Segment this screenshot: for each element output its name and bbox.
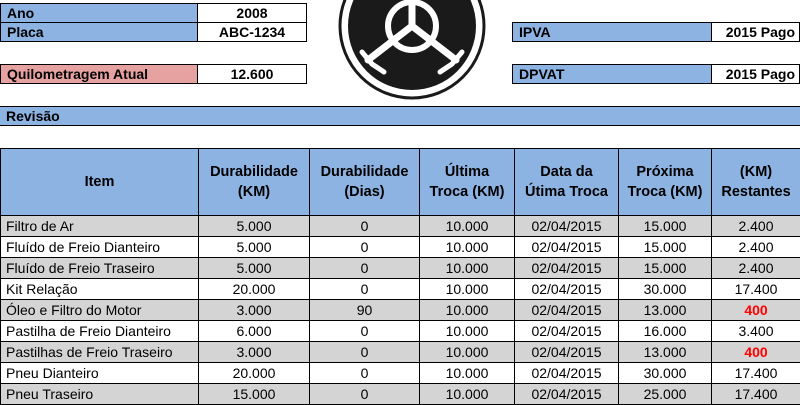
cell-proxima-troca-km[interactable]: 15.000 — [619, 258, 712, 279]
table-row — [1, 384, 800, 405]
cell-durabilidade-dias[interactable]: 90 — [310, 300, 420, 321]
cell-durabilidade-dias[interactable]: 0 — [310, 321, 420, 342]
table-row — [1, 300, 800, 321]
cell-durabilidade-km[interactable]: 6.000 — [199, 321, 310, 342]
cell-data-ultima-troca[interactable]: 02/04/2015 — [515, 363, 619, 384]
cell-durabilidade-km[interactable]: 20.000 — [199, 279, 310, 300]
cell-proxima-troca-km[interactable]: 13.000 — [619, 342, 712, 363]
cell-data-ultima-troca[interactable]: 02/04/2015 — [515, 342, 619, 363]
placa-value[interactable]: ABC-1234 — [197, 22, 307, 42]
table-header-row — [1, 149, 800, 216]
cell-item[interactable]: Óleo e Filtro do Motor — [1, 300, 199, 321]
cell-ultima-troca-km[interactable]: 10.000 — [420, 279, 515, 300]
cell-proxima-troca-km[interactable]: 15.000 — [619, 237, 712, 258]
cell-durabilidade-km[interactable]: 3.000 — [199, 342, 310, 363]
table-row — [1, 258, 800, 279]
cell-item[interactable]: Fluído de Freio Dianteiro — [1, 237, 199, 258]
quilometragem-label: Quilometragem Atual — [0, 64, 198, 84]
cell-km-restantes[interactable]: 17.400 — [712, 384, 800, 405]
cell-durabilidade-dias[interactable]: 0 — [310, 342, 420, 363]
cell-data-ultima-troca[interactable]: 02/04/2015 — [515, 237, 619, 258]
column-header-ultima-troca[interactable]: Última Troca (KM) — [420, 149, 515, 216]
placa-label: Placa — [0, 22, 198, 42]
dpvat-value[interactable]: 2015 Pago — [711, 64, 800, 84]
cell-ultima-troca-km[interactable]: 10.000 — [420, 216, 515, 237]
cell-data-ultima-troca[interactable]: 02/04/2015 — [515, 321, 619, 342]
revision-table — [0, 148, 800, 405]
column-header-proxima-troca[interactable]: Próxima Troca (KM) — [619, 149, 712, 216]
cell-durabilidade-dias[interactable]: 0 — [310, 279, 420, 300]
cell-data-ultima-troca[interactable]: 02/04/2015 — [515, 279, 619, 300]
ano-value[interactable]: 2008 — [197, 3, 307, 23]
column-header-data-ultima-troca[interactable]: Data da Útima Troca — [515, 149, 619, 216]
cell-item[interactable]: Filtro de Ar — [1, 216, 199, 237]
cell-km-restantes[interactable]: 3.400 — [712, 321, 800, 342]
cell-km-restantes[interactable]: 17.400 — [712, 279, 800, 300]
cell-durabilidade-km[interactable]: 5.000 — [199, 258, 310, 279]
ipva-label: IPVA — [512, 22, 712, 42]
cell-data-ultima-troca[interactable]: 02/04/2015 — [515, 384, 619, 405]
table-row — [1, 363, 800, 384]
cell-durabilidade-dias[interactable]: 0 — [310, 258, 420, 279]
cell-item[interactable]: Kit Relação — [1, 279, 199, 300]
cell-item[interactable]: Pastilhas de Freio Traseiro — [1, 342, 199, 363]
cell-proxima-troca-km[interactable]: 30.000 — [619, 363, 712, 384]
column-header-km-restantes[interactable]: (KM) Restantes — [712, 149, 800, 216]
cell-item[interactable]: Fluído de Freio Traseiro — [1, 258, 199, 279]
table-row — [1, 216, 800, 237]
cell-item[interactable]: Pastilha de Freio Dianteiro — [1, 321, 199, 342]
cell-km-restantes[interactable]: 2.400 — [712, 237, 800, 258]
quilometragem-value[interactable]: 12.600 — [197, 64, 307, 84]
cell-data-ultima-troca[interactable]: 02/04/2015 — [515, 258, 619, 279]
column-header-durabilidade-km[interactable]: Durabilidade (KM) — [199, 149, 310, 216]
revision-table-body — [1, 216, 800, 405]
cell-durabilidade-dias[interactable]: 0 — [310, 363, 420, 384]
section-title-revisao: Revisão — [0, 106, 800, 126]
cell-proxima-troca-km[interactable]: 25.000 — [619, 384, 712, 405]
cell-ultima-troca-km[interactable]: 10.000 — [420, 321, 515, 342]
cell-data-ultima-troca[interactable]: 02/04/2015 — [515, 300, 619, 321]
cell-ultima-troca-km[interactable]: 10.000 — [420, 237, 515, 258]
cell-proxima-troca-km[interactable]: 15.000 — [619, 216, 712, 237]
cell-km-restantes[interactable]: 17.400 — [712, 363, 800, 384]
dpvat-label: DPVAT — [512, 64, 712, 84]
cell-durabilidade-dias[interactable]: 0 — [310, 384, 420, 405]
cell-km-restantes[interactable]: 400 — [712, 342, 800, 363]
cell-durabilidade-km[interactable]: 15.000 — [199, 384, 310, 405]
cell-km-restantes[interactable]: 400 — [712, 300, 800, 321]
cell-ultima-troca-km[interactable]: 10.000 — [420, 300, 515, 321]
ipva-value[interactable]: 2015 Pago — [711, 22, 800, 42]
cell-km-restantes[interactable]: 2.400 — [712, 258, 800, 279]
cell-ultima-troca-km[interactable]: 10.000 — [420, 384, 515, 405]
cell-durabilidade-km[interactable]: 20.000 — [199, 363, 310, 384]
cell-durabilidade-km[interactable]: 3.000 — [199, 300, 310, 321]
cell-proxima-troca-km[interactable]: 13.000 — [619, 300, 712, 321]
cell-data-ultima-troca[interactable]: 02/04/2015 — [515, 216, 619, 237]
cell-proxima-troca-km[interactable]: 30.000 — [619, 279, 712, 300]
yamaha-logo-icon — [338, 0, 486, 100]
table-row — [1, 342, 800, 363]
table-row — [1, 321, 800, 342]
cell-durabilidade-dias[interactable]: 0 — [310, 237, 420, 258]
cell-item[interactable]: Pneu Traseiro — [1, 384, 199, 405]
cell-durabilidade-km[interactable]: 5.000 — [199, 216, 310, 237]
cell-durabilidade-km[interactable]: 5.000 — [199, 237, 310, 258]
cell-ultima-troca-km[interactable]: 10.000 — [420, 258, 515, 279]
cell-ultima-troca-km[interactable]: 10.000 — [420, 342, 515, 363]
cell-ultima-troca-km[interactable]: 10.000 — [420, 363, 515, 384]
table-row — [1, 279, 800, 300]
column-header-durabilidade-dias[interactable]: Durabilidade (Dias) — [310, 149, 420, 216]
column-header-item[interactable]: Item — [1, 149, 199, 216]
cell-proxima-troca-km[interactable]: 16.000 — [619, 321, 712, 342]
cell-item[interactable]: Pneu Dianteiro — [1, 363, 199, 384]
ano-label: Ano — [0, 3, 198, 23]
cell-durabilidade-dias[interactable]: 0 — [310, 216, 420, 237]
cell-km-restantes[interactable]: 2.400 — [712, 216, 800, 237]
table-row — [1, 237, 800, 258]
